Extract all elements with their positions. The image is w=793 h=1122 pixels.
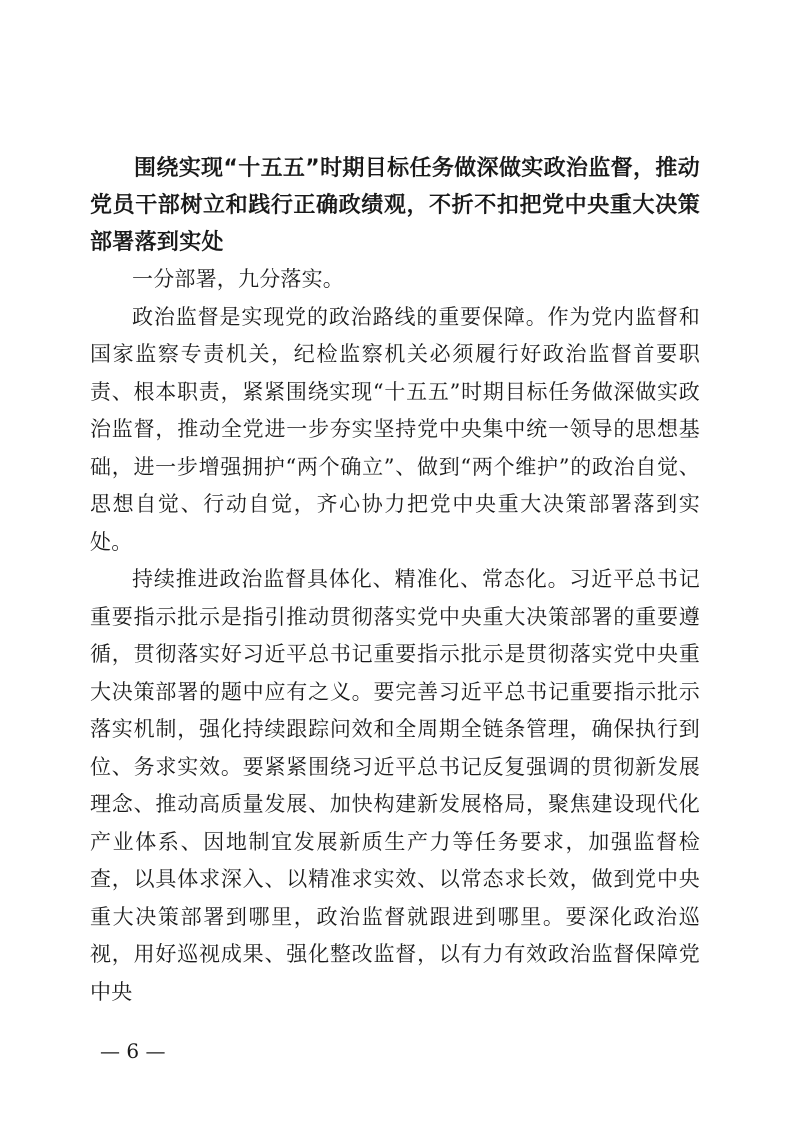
document-body — [90, 150, 700, 1011]
section-heading: 围绕实现“十五五”时期目标任务做深做实政治监督，推动党员干部树立和践行正确政绩观，不折不扣把党中央重大决策部署落到实处 — [90, 156, 700, 255]
paragraph-3: 持续推进政治监督具体化、精准化、常态化。习近平总书记重要指示批示是指引推动贯彻落实党中央重大决策部署的重要遵循，贯彻落实好习近平总书记重要指示批示是贯彻落实党中央重大决策部署的题中应有之义。要完善习近平总书记重要指示批示落实机制，强化持续跟踪问效和全周期全链条管理，确保执行到位、务求实效。要紧紧围绕习近平总书记反复强调的贯彻新发展理念、推动高质量发展、加快构建新发展格局，聚焦建设现代化产业体系、因地制宜发展新质生产力等任务要求，加强监督检查，以具体求深入、以精准求实效、以常态求长效，做到党中央重大决策部署到哪里，政治监督就跟进到哪里。要深化政治巡视，用好巡视成果、强化整改监督，以有力有效政治监督保障党中央 — [90, 567, 700, 1004]
paragraph-1: 一分部署，九分落实。 — [132, 267, 344, 291]
paragraph-2: 政治监督是实现党的政治路线的重要保障。作为党内监督和国家监察专责机关，纪检监察机关必须履行好政治监督首要职责、根本职责，紧紧围绕实现“十五五”时期目标任务做深做实政治监督，推动全党进一步夯实坚持党中央集中统一领导的思想基础，进一步增强拥护“两个确立”、做到“两个维护”的政治自觉、思想自觉、行动自觉，齐心协力把党中央重大决策部署落到实处。 — [90, 304, 700, 554]
page-number: — 6 — — [100, 1039, 166, 1063]
